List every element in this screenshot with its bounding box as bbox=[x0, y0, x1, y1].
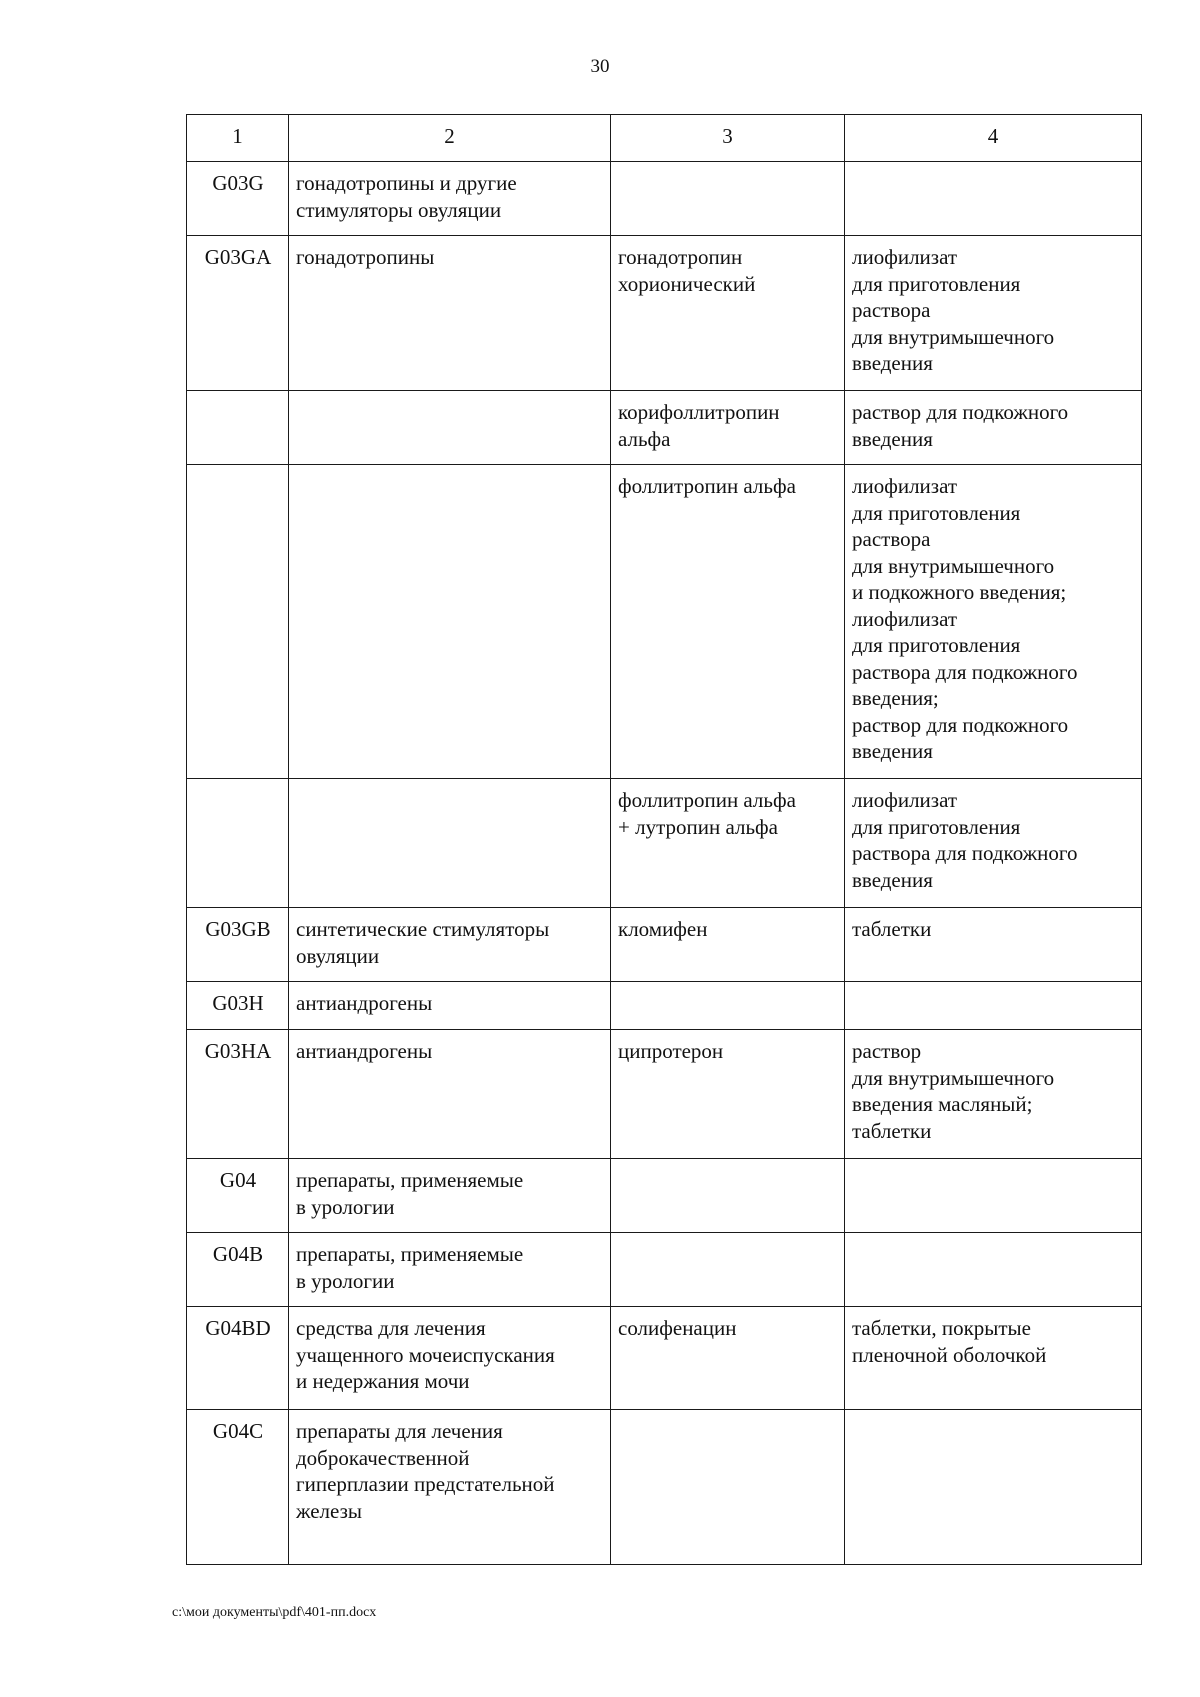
drug-name-cell bbox=[611, 391, 845, 465]
dosage-form-cell-text: лиофилизат для приготовления раствора для внутримышечного введения bbox=[852, 245, 1055, 375]
atc-code-cell bbox=[187, 1159, 289, 1233]
anatomical-group-cell bbox=[289, 1030, 611, 1159]
atc-code-cell bbox=[187, 1233, 289, 1307]
table-row bbox=[187, 391, 1142, 465]
anatomical-group-cell bbox=[289, 162, 611, 236]
table-row bbox=[187, 162, 1142, 236]
dosage-form-cell bbox=[845, 982, 1142, 1030]
atc-code-cell bbox=[187, 779, 289, 908]
table-header-row bbox=[187, 115, 1142, 162]
dosage-form-cell bbox=[845, 236, 1142, 391]
drug-name-cell bbox=[611, 1233, 845, 1307]
dosage-form-cell-text: лиофилизат для приготовления раствора для подкожного введения bbox=[852, 788, 1078, 892]
drug-name-cell bbox=[611, 465, 845, 779]
dosage-form-cell bbox=[845, 1030, 1142, 1159]
anatomical-group-cell-text: препараты, применяемые в урологии bbox=[296, 1168, 524, 1219]
dosage-form-cell bbox=[845, 391, 1142, 465]
header-cell-4: 4 bbox=[845, 115, 1142, 162]
drug-name-cell bbox=[611, 779, 845, 908]
drug-name-cell bbox=[611, 982, 845, 1030]
atc-code-cell-text: G04B bbox=[212, 1242, 264, 1266]
drug-name-cell bbox=[611, 236, 845, 391]
page-number: 30 bbox=[590, 56, 610, 77]
drug-name-cell-text: корифоллитропин альфа bbox=[618, 400, 780, 451]
atc-code-cell bbox=[187, 236, 289, 391]
anatomical-group-cell-text: антиандрогены bbox=[296, 991, 433, 1015]
dosage-form-cell-text: таблетки bbox=[852, 917, 932, 941]
dosage-form-cell bbox=[845, 1159, 1142, 1233]
drug-name-cell-text: фоллитропин альфа bbox=[618, 474, 796, 498]
footer-file-path: c:\мои документы\pdf\401-пп.docx bbox=[172, 1605, 377, 1620]
anatomical-group-cell bbox=[289, 779, 611, 908]
atc-code-cell bbox=[187, 908, 289, 982]
atc-code-cell-text: G03H bbox=[212, 991, 264, 1015]
drug-name-cell-text: ципротерон bbox=[618, 1039, 724, 1063]
drug-name-cell bbox=[611, 1307, 845, 1410]
table-row bbox=[187, 236, 1142, 391]
header-cell-3: 3 bbox=[611, 115, 845, 162]
dosage-form-cell bbox=[845, 1233, 1142, 1307]
dosage-form-cell-text: таблетки, покрытые пленочной оболочкой bbox=[852, 1316, 1047, 1367]
atc-code-cell-text: G03GB bbox=[205, 917, 271, 941]
atc-code-cell-text: G03HA bbox=[204, 1039, 272, 1063]
drug-name-cell bbox=[611, 1030, 845, 1159]
dosage-form-cell bbox=[845, 1410, 1142, 1565]
dosage-form-cell-text: лиофилизат для приготовления раствора для внутримышечного и подкожного введения; лиофилизат для приготовления раствора для подкожного введения; раствор для подкожного введения bbox=[852, 474, 1078, 763]
anatomical-group-cell bbox=[289, 1307, 611, 1410]
table-row bbox=[187, 1307, 1142, 1410]
dosage-form-cell bbox=[845, 162, 1142, 236]
atc-code-cell-text: G03GA bbox=[204, 245, 272, 269]
dosage-form-cell bbox=[845, 779, 1142, 908]
drug-name-cell bbox=[611, 162, 845, 236]
anatomical-group-cell-text: препараты, применяемые в урологии bbox=[296, 1242, 524, 1293]
atc-code-cell bbox=[187, 1410, 289, 1565]
drug-name-cell-text: кломифен bbox=[618, 917, 708, 941]
header-cell-1: 1 bbox=[187, 115, 289, 162]
atc-code-cell-text: G04 bbox=[219, 1168, 257, 1192]
drug-name-cell bbox=[611, 1410, 845, 1565]
anatomical-group-cell-text: средства для лечения учащенного мочеиспускания и недержания мочи bbox=[296, 1316, 555, 1393]
dosage-form-cell bbox=[845, 908, 1142, 982]
dosage-form-cell bbox=[845, 465, 1142, 779]
table-row bbox=[187, 1233, 1142, 1307]
atc-code-cell bbox=[187, 1307, 289, 1410]
atc-code-cell bbox=[187, 162, 289, 236]
medication-table bbox=[186, 114, 1142, 1565]
anatomical-group-cell bbox=[289, 391, 611, 465]
atc-code-cell-text: G04C bbox=[212, 1419, 264, 1443]
atc-code-cell bbox=[187, 391, 289, 465]
drug-name-cell-text: гонадотропин хорионический bbox=[618, 245, 756, 296]
dosage-form-cell bbox=[845, 1307, 1142, 1410]
anatomical-group-cell-text: синтетические стимуляторы овуляции bbox=[296, 917, 550, 968]
drug-name-cell bbox=[611, 908, 845, 982]
table-row bbox=[187, 1159, 1142, 1233]
drug-name-cell-text: солифенацин bbox=[618, 1316, 737, 1340]
drug-name-cell-text: фоллитропин альфа + лутропин альфа bbox=[618, 788, 796, 839]
table-row bbox=[187, 982, 1142, 1030]
atc-code-cell-text: G04BD bbox=[205, 1316, 271, 1340]
anatomical-group-cell bbox=[289, 982, 611, 1030]
anatomical-group-cell-text: препараты для лечения доброкачественной гиперплазии предстательной железы bbox=[296, 1419, 555, 1523]
anatomical-group-cell bbox=[289, 1159, 611, 1233]
table-row bbox=[187, 465, 1142, 779]
atc-code-cell bbox=[187, 465, 289, 779]
dosage-form-cell-text: раствор для внутримышечного введения масляный; таблетки bbox=[852, 1039, 1055, 1143]
anatomical-group-cell-text: гонадотропины bbox=[296, 245, 435, 269]
atc-code-cell-text: G03G bbox=[212, 171, 264, 195]
anatomical-group-cell bbox=[289, 1410, 611, 1565]
drug-name-cell bbox=[611, 1159, 845, 1233]
anatomical-group-cell bbox=[289, 1233, 611, 1307]
anatomical-group-cell-text: гонадотропины и другие стимуляторы овуляции bbox=[296, 171, 517, 222]
table-row bbox=[187, 779, 1142, 908]
atc-code-cell bbox=[187, 1030, 289, 1159]
table-row bbox=[187, 908, 1142, 982]
atc-code-cell bbox=[187, 982, 289, 1030]
anatomical-group-cell-text: антиандрогены bbox=[296, 1039, 433, 1063]
dosage-form-cell-text: раствор для подкожного введения bbox=[852, 400, 1069, 451]
table-row bbox=[187, 1030, 1142, 1159]
anatomical-group-cell bbox=[289, 236, 611, 391]
table-row bbox=[187, 1410, 1142, 1565]
anatomical-group-cell bbox=[289, 908, 611, 982]
header-cell-2: 2 bbox=[289, 115, 611, 162]
anatomical-group-cell bbox=[289, 465, 611, 779]
